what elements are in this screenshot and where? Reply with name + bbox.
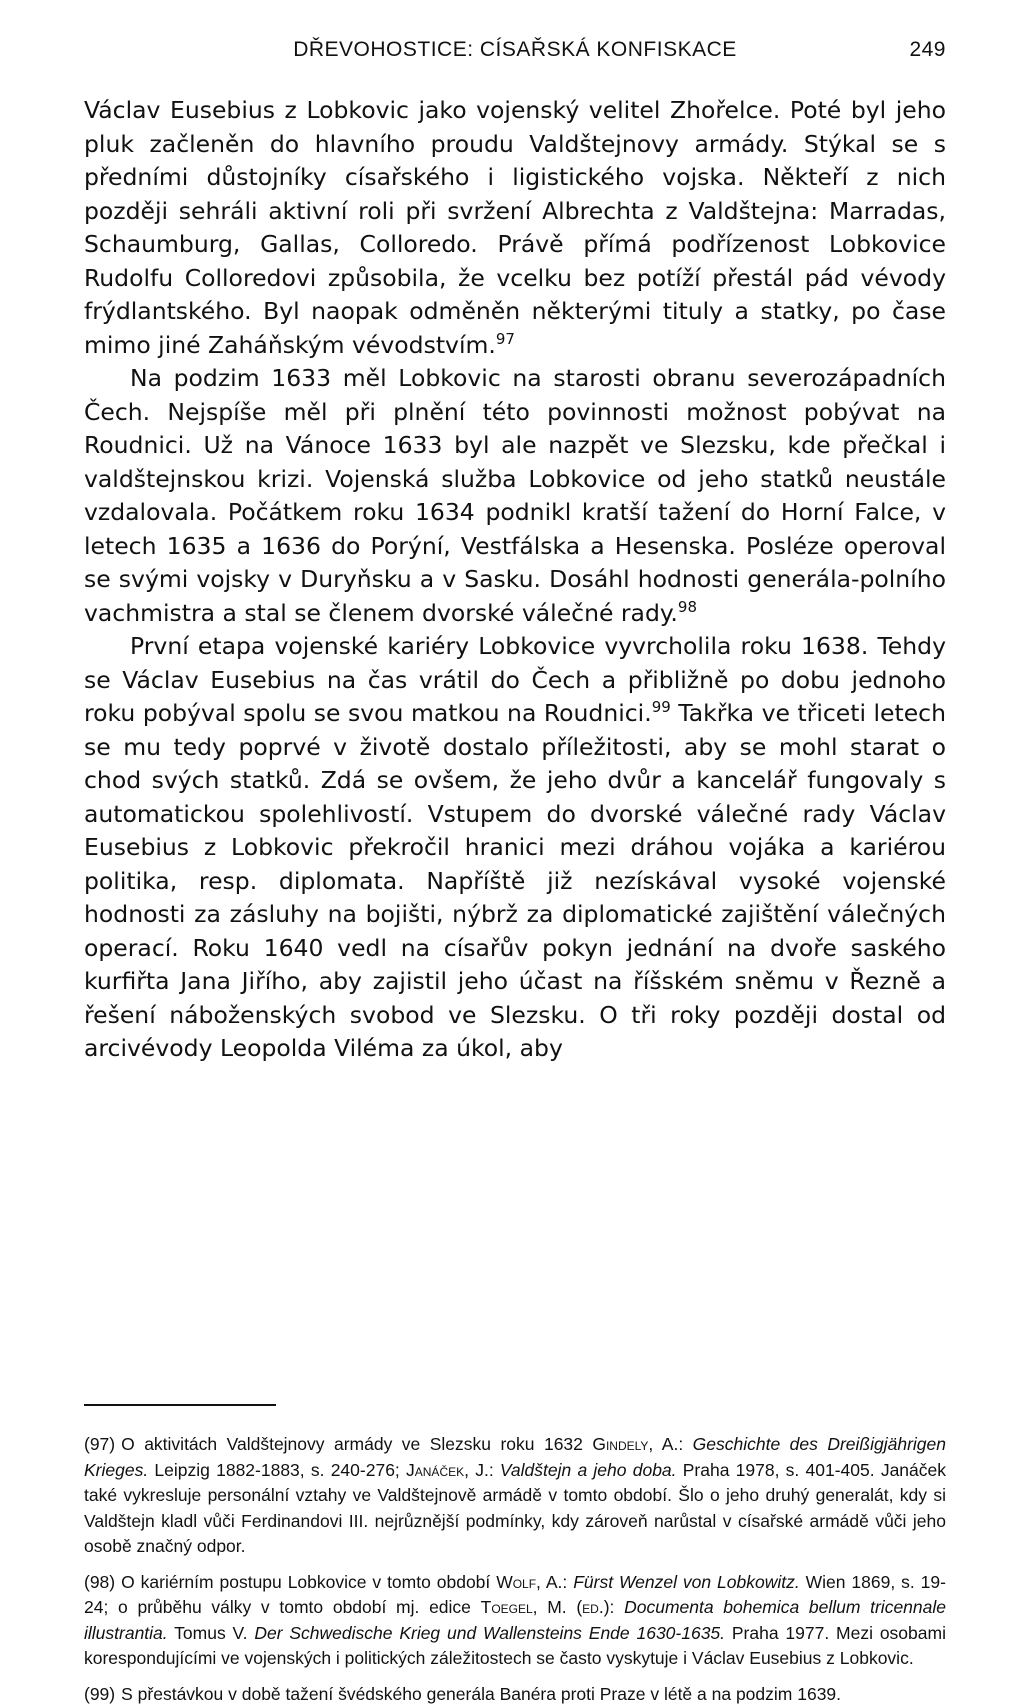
book-title: Der Schwedische Krieg und Wallensteins Ende 1630-1635.	[254, 1623, 725, 1643]
paragraph-3	[84, 630, 946, 1066]
running-title: DŘEVOHOSTICE: CÍSAŘSKÁ KONFISKACE	[84, 38, 946, 62]
footnote-text: Praha 1977. Mezi osobami korespondujícími ve vojenských i politických záležitostech se často vyskytuje i Václav Eusebius z Lobkovic.	[84, 1623, 946, 1669]
paragraph-2	[84, 362, 946, 630]
book-title: Valdštejn a jeho doba.	[500, 1460, 677, 1480]
author-name: Gindely, A.	[592, 1434, 678, 1454]
author-name: Wolf, A.	[496, 1572, 562, 1592]
footnote-number: (99)	[84, 1684, 115, 1704]
paragraph-2-text: Na podzim 1633 měl Lobkovic na starosti obranu severozápadních Čech. Nejspíše měl při plnění této povinnosti možnost pobývat na Roudnici. Už na Vánoce 1633 byl ale nazpět ve Slezsku, kde přečkal i valdštejnskou krizi. Vojenská služba Lobkovice od jeho statků neustále vzdalovala. Počátkem roku 1634 podnikl kratší tažení do Horní Falce, v letech 1635 a 1636 do Porýní, Vestfálska a Hesenska. Posléze operoval se svými vojsky v Duryňsku a v Sasku. Dosáhl hodnosti generála-polního vachmistra a stal se členem dvorské válečné rady.	[84, 364, 946, 627]
footnote-number: (97)	[84, 1434, 115, 1454]
paragraph-1-text: Václav Eusebius z Lobkovic jako vojenský velitel Zhořelce. Poté byl jeho pluk začleněn do hlavního proudu Valdštejnovy armády. Stýkal se s předními důstojníky císařského i ligistického vojska. Někteří z nich později sehráli aktivní roli při svržení Albrechta z Valdštejna: Marradas, Schaumburg, Gallas, Colloredo. Právě přímá podřízenost Lobkovice Rudolfu Colloredovi způsobila, že vcelku bez potíží přestál pád vévody frýdlantského. Byl naopak odměněn některými tituly a statky, po čase mimo jiné Zaháňským vévodstvím.	[84, 96, 946, 359]
paragraph-3-text-b: Takřka ve třiceti letech se mu tedy poprvé v životě dostalo příležitosti, aby se mohl starat o chod svých statků. Zdá se ovšem, že jeho dvůr a kancelář fungovaly s automatickou spolehlivostí. Vstupem do dvorské válečné rady Václav Eusebius z Lobkovic překročil hranici mezi dráhou vojáka a kariérou politika, resp. diplomata. Napříště již nezískával vysoké vojenské hodnosti za zásluhy na bojišti, nýbrž za diplomatické zajištění válečných operací. Roku 1640 vedl na císařův pokyn jednání na dvoře saského kurfiřta Jana Jiřího, aby zajistil jeho účast na říšském sněmu v Řezně a řešení náboženských svobod ve Slezsku. O tři roky později dostal od arcivévody Leopolda Viléma za úkol, aby	[84, 699, 946, 1062]
page-number: 249	[909, 38, 946, 62]
footnote-text: :	[678, 1434, 692, 1454]
footnote-text: :	[562, 1572, 573, 1592]
author-name: Janáček, J.	[406, 1460, 489, 1480]
footnote-text: Tomus V.	[168, 1623, 255, 1643]
footnote-text: Leipzig 1882-1883, s. 240-276;	[148, 1460, 406, 1480]
footnote-text: O aktivitách Valdštejnovy armády ve Slezsku roku 1632	[121, 1434, 592, 1454]
book-title: Documenta bohemica bellum tricennale illustrantia.	[84, 1597, 946, 1643]
footnote-text: S přestávkou v době tažení švédského generála Banéra proti Praze v létě a na podzim 1639.	[121, 1684, 841, 1704]
footnote-text: :	[489, 1460, 500, 1480]
editor-name: Toegel, M. (ed.)	[481, 1597, 610, 1617]
footnote-text: O kariérním postupu Lobkovice v tomto období	[121, 1572, 496, 1592]
book-title: Geschichte des Dreißigjährigen Krieges.	[84, 1434, 946, 1480]
footnote-ref-99: 99	[652, 698, 671, 716]
paragraph-1	[84, 94, 946, 362]
footnote-ref-98: 98	[678, 598, 697, 616]
footnote-ref-97: 97	[496, 330, 515, 348]
footnote-97	[84, 1432, 946, 1560]
footnote-text: Wien 1869, s. 19-24; o průběhu války v tomto období mj. edice	[84, 1572, 946, 1618]
footnote-text: :	[610, 1597, 625, 1617]
book-title: Fürst Wenzel von Lobkowitz.	[573, 1572, 800, 1592]
footnote-text: Praha 1978, s. 401-405. Janáček také vykresluje personální vztahy ve Valdštejnově armádě v tomto období. Šlo o jeho druhý generalát, kdy si Valdštejn kladl vůči Ferdinandovi III. nejrůznější podmínky, kdy zároveň narůstal v císařské armádě vůči jeho osobě značný odpor.	[84, 1460, 946, 1557]
running-header	[84, 38, 946, 66]
footnote-number: (98)	[84, 1572, 115, 1592]
footnotes	[84, 1432, 946, 1707]
main-text	[84, 94, 946, 1066]
paragraph-3-text-a: První etapa vojenské kariéry Lobkovice vyvrcholila roku 1638. Tehdy se Václav Eusebius na čas vrátil do Čech a přibližně po dobu jednoho roku pobýval spolu se svou matkou na Roudnici.	[84, 632, 946, 727]
footnote-99	[84, 1682, 946, 1707]
footnote-98	[84, 1570, 946, 1672]
footnote-divider	[84, 1404, 276, 1406]
